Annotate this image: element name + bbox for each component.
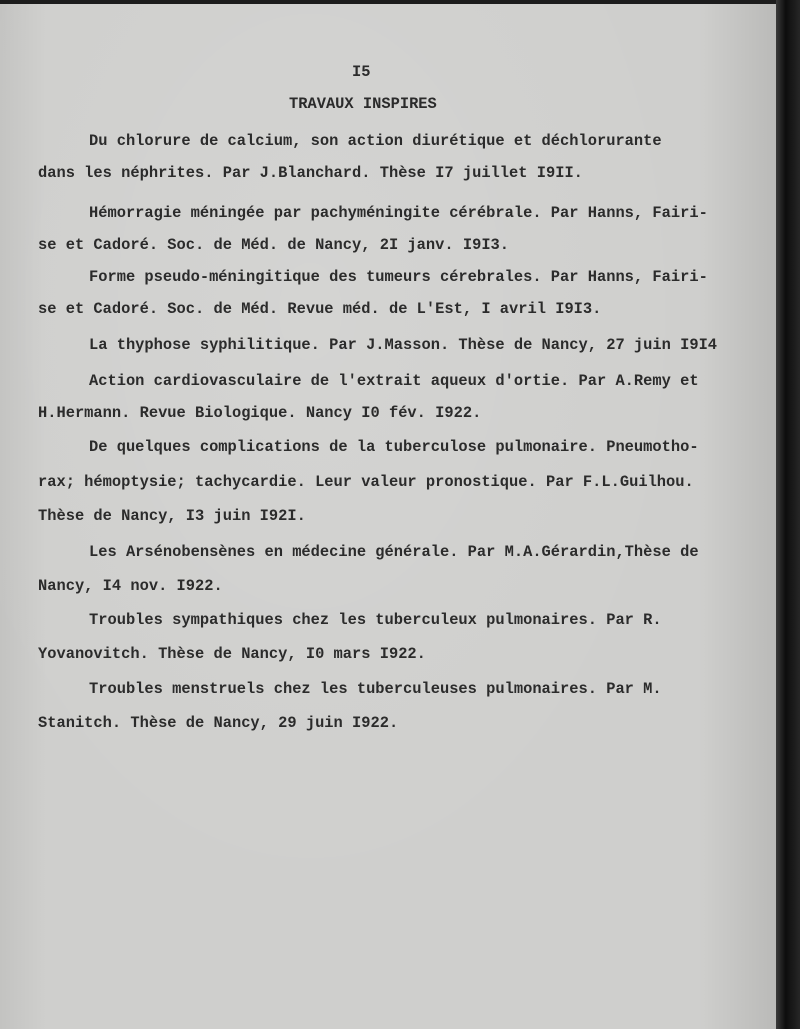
text-line-11: rax; hémoptysie; tachycardie. Leur valeur pronostique. Par F.L.Guilhou. <box>38 473 694 491</box>
text-line-5: Forme pseudo-méningitique des tumeurs cérebrales. Par Hanns, Fairi- <box>89 268 708 286</box>
text-line-17: Troubles menstruels chez les tuberculeuses pulmonaires. Par M. <box>89 680 662 698</box>
page-number: I5 <box>352 63 371 81</box>
page-heading: TRAVAUX INSPIRES <box>289 95 437 113</box>
text-line-9: H.Hermann. Revue Biologique. Nancy I0 fév. I922. <box>38 404 482 422</box>
text-line-13: Les Arsénobensènes en médecine générale. Par M.A.Gérardin,Thèse de <box>89 543 699 561</box>
text-line-2: dans les néphrites. Par J.Blanchard. Thèse I7 juillet I9II. <box>38 164 583 182</box>
document-page <box>0 4 776 1029</box>
text-line-6: se et Cadoré. Soc. de Méd. Revue méd. de L'Est, I avril I9I3. <box>38 300 602 318</box>
text-line-3: Hémorragie méningée par pachyméningite cérébrale. Par Hanns, Fairi- <box>89 204 708 222</box>
text-line-4: se et Cadoré. Soc. de Méd. de Nancy, 2I janv. I9I3. <box>38 236 510 254</box>
text-line-16: Yovanovitch. Thèse de Nancy, I0 mars I922. <box>38 645 426 663</box>
text-line-14: Nancy, I4 nov. I922. <box>38 577 223 595</box>
text-line-1: Du chlorure de calcium, son action diurétique et déchlorurante <box>89 132 662 150</box>
text-line-8: Action cardiovasculaire de l'extrait aqueux d'ortie. Par A.Remy et <box>89 372 699 390</box>
text-line-7: La thyphose syphilitique. Par J.Masson. Thèse de Nancy, 27 juin I9I4 <box>89 336 718 354</box>
text-line-15: Troubles sympathiques chez les tuberculeux pulmonaires. Par R. <box>89 611 662 629</box>
scan-dark-edge <box>776 0 800 1029</box>
text-line-18: Stanitch. Thèse de Nancy, 29 juin I922. <box>38 714 399 732</box>
text-line-12: Thèse de Nancy, I3 juin I92I. <box>38 507 306 525</box>
text-line-10: De quelques complications de la tuberculose pulmonaire. Pneumotho- <box>89 438 699 456</box>
